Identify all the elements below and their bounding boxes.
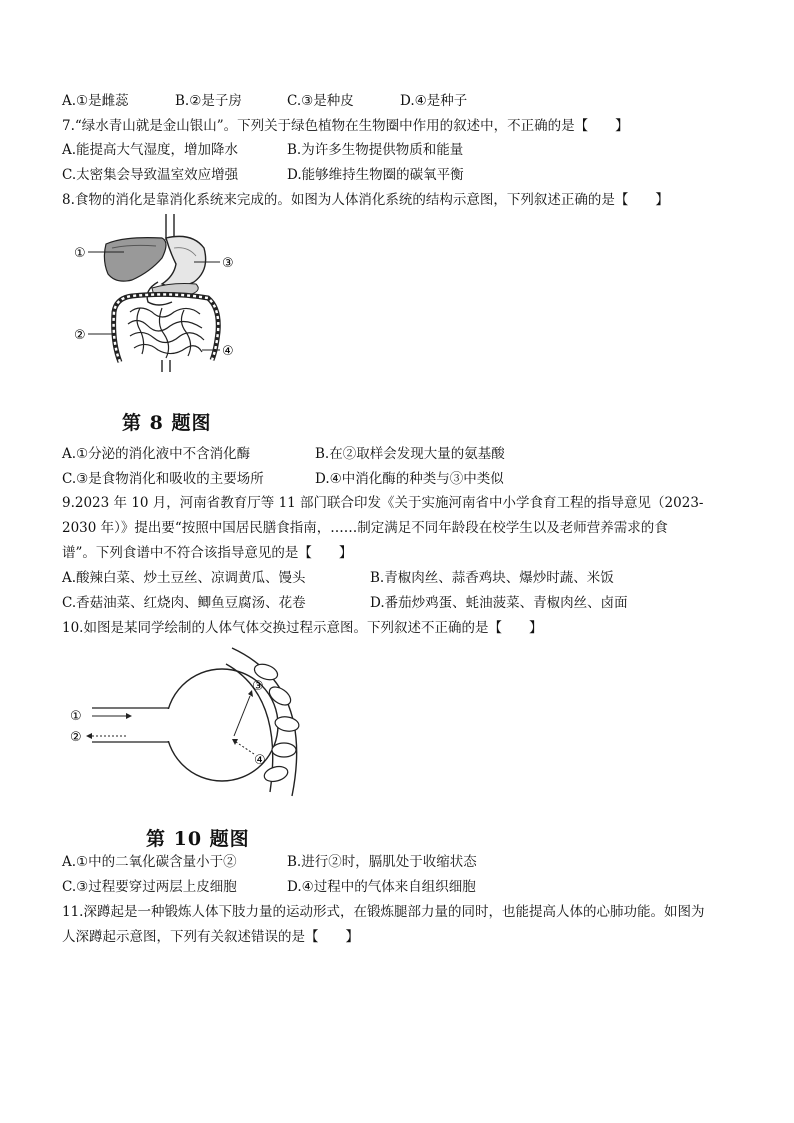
gas-exchange-figure <box>62 646 312 806</box>
q7-option-b: B.为许多生物提供物质和能量 <box>287 142 464 158</box>
digestive-system-figure <box>62 212 252 372</box>
label-1: ① <box>74 246 86 261</box>
q9-option-d: D.番茄炒鸡蛋、蚝油菠菜、青椒肉丝、卤面 <box>370 595 628 611</box>
q8-option-c: C.③是食物消化和吸收的主要场所 <box>62 471 264 487</box>
q6-option-d: D.④是种子 <box>400 93 468 109</box>
q9-option-b: B.青椒肉丝、蒜香鸡块、爆炒时蔬、米饭 <box>370 570 614 586</box>
q7-stem: 7.“绿水青山就是金山银山”。下列关于绿色植物在生物圈中作用的叙述中，不正确的是【 】 <box>62 118 629 134</box>
label-2: ② <box>70 730 82 745</box>
label-4: ④ <box>222 344 234 359</box>
q11-stem-line-2: 人深蹲起示意图，下列有关叙述错误的是【 】 <box>62 929 359 945</box>
q6-option-b: B.②是子房 <box>175 93 242 109</box>
q11-stem-line-1: 11.深蹲起是一种锻炼人体下肢力量的运动形式，在锻炼腿部力量的同时，也能提高人体的心肺功能。如图为 <box>62 904 705 920</box>
q8-figure-caption: 第 8 题图 <box>122 412 212 434</box>
q7-option-a: A.能提高大气湿度，增加降水 <box>62 142 239 158</box>
q9-option-a: A.酸辣白菜、炒土豆丝、凉调黄瓜、馒头 <box>62 570 306 586</box>
q10-option-b: B.进行②时，膈肌处于收缩状态 <box>287 854 477 870</box>
q8-option-b: B.在②取样会发现大量的氨基酸 <box>315 446 505 462</box>
q7-option-d: D.能够维持生物圈的碳氧平衡 <box>287 167 464 183</box>
q9-stem-line-1: 9.2023 年 10 月，河南省教育厅等 11 部门联合印发《关于实施河南省中小学食育工程的指导意见（2023- <box>62 495 704 511</box>
q6-option-c: C.③是种皮 <box>287 93 354 109</box>
q8-option-d: D.④中消化酶的种类与③中类似 <box>315 471 504 487</box>
q9-option-c: C.香菇油菜、红烧肉、鲫鱼豆腐汤、花卷 <box>62 595 306 611</box>
q9-stem-line-3: 谱”。下列食谱中不符合该指导意见的是【 】 <box>62 545 353 561</box>
q8-option-a: A.①分泌的消化液中不含消化酶 <box>62 446 251 462</box>
q7-option-c: C.太密集会导致温室效应增强 <box>62 167 239 183</box>
label-1: ① <box>70 709 82 724</box>
q9-stem-line-2: 2030 年）》提出要“按照中国居民膳食指南，……制定满足不同年龄段在校学生以及老师营养需求的食 <box>62 520 668 536</box>
q10-option-a: A.①中的二氧化碳含量小于② <box>62 854 237 870</box>
label-2: ② <box>74 328 86 343</box>
q10-stem: 10.如图是某同学绘制的人体气体交换过程示意图。下列叙述不正确的是【 】 <box>62 620 543 636</box>
q10-figure-caption: 第 10 题图 <box>146 828 250 850</box>
q10-option-c: C.③过程要穿过两层上皮细胞 <box>62 879 237 895</box>
q6-option-a: A.①是雌蕊 <box>62 93 129 109</box>
q8-stem: 8.食物的消化是靠消化系统来完成的。如图为人体消化系统的结构示意图，下列叙述正确的是【 】 <box>62 192 669 208</box>
q10-option-d: D.④过程中的气体来自组织细胞 <box>287 879 476 895</box>
label-3: ③ <box>222 256 234 271</box>
label-4: ④ <box>254 753 266 768</box>
label-3: ③ <box>252 679 264 694</box>
